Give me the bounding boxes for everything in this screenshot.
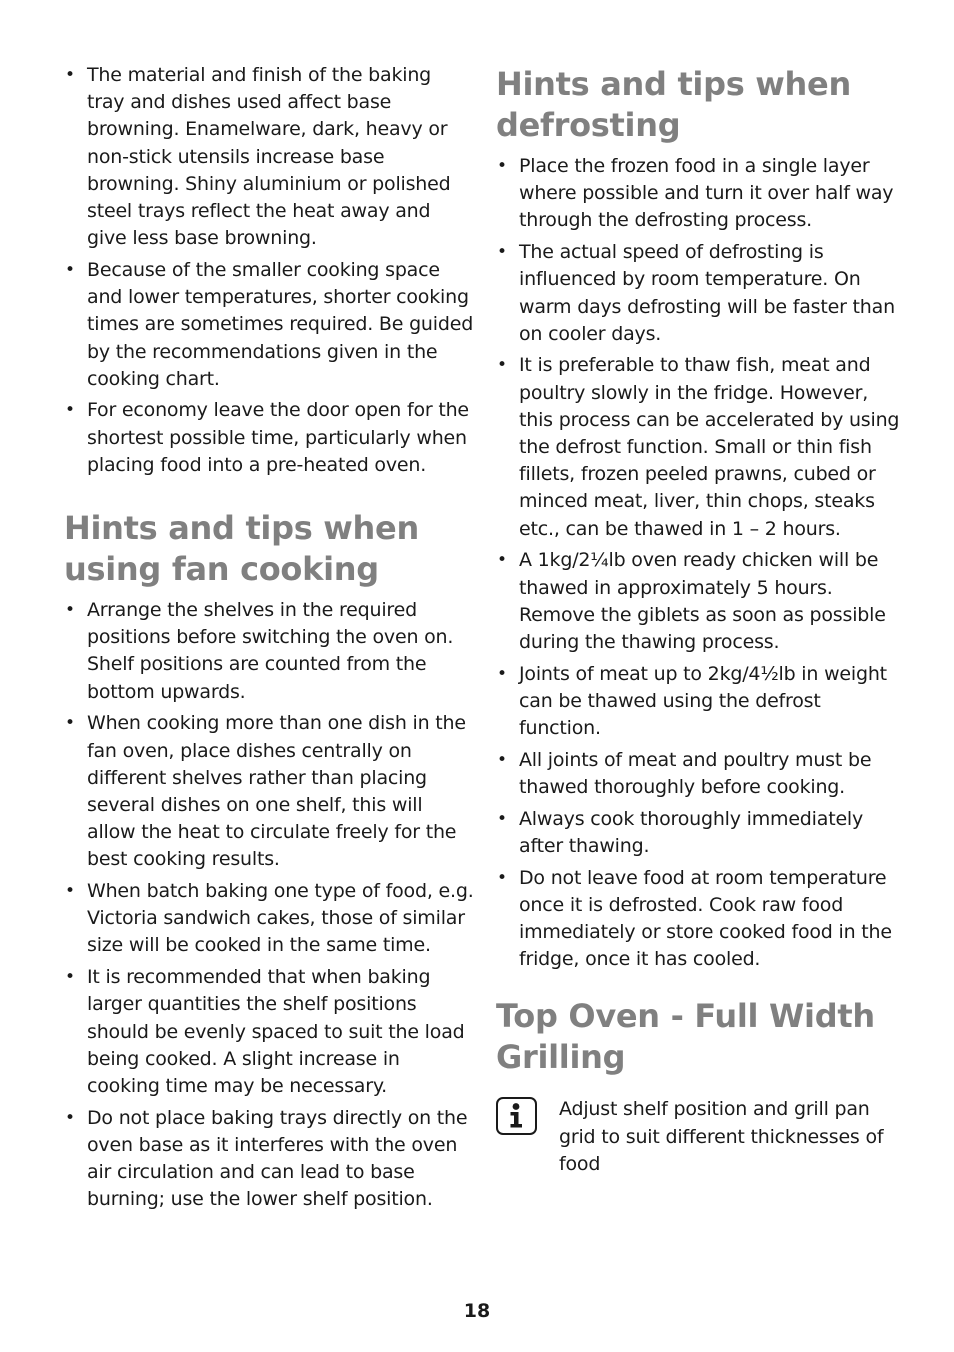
list-item: • When cooking more than one dish in the fan oven, place dishes centrally on different shelves rather than placing several dishes on one shelf, this will allow the heat to circulate freely for the best cooking results.: [64, 710, 474, 873]
right-column: [496, 62, 906, 1178]
list-item: • The actual speed of defrosting is influenced by room temperature. On warm days defrosting will be faster than on cooler days.: [496, 239, 906, 348]
list-item: • For economy leave the door open for the shortest possible time, particularly when placing food into a pre-heated oven.: [64, 397, 474, 479]
intro-bullet-list: [64, 62, 474, 479]
list-item: • The material and finish of the baking tray and dishes used affect base browning. Enamelware, dark, heavy or non-stick utensils increase base browning. Shiny aluminium or polished steel trays reflect the heat away and give less base browning.: [64, 62, 474, 252]
left-column: [64, 62, 474, 1218]
list-item: • Do not leave food at room temperature once it is defrosted. Cook raw food immediately or store cooked food in the fridge, once it has cooled.: [496, 865, 906, 974]
defrosting-heading: Hints and tips when defrosting: [496, 65, 851, 144]
fan-cooking-bullet-list: [64, 597, 474, 1213]
fan-cooking-heading: Hints and tips when using fan cooking: [64, 509, 419, 589]
info-text: Adjust shelf position and grill pan grid to suit different thicknesses of food: [559, 1098, 884, 1175]
list-item: • Joints of meat up to 2kg/4½lb in weight can be thawed using the defrost function.: [496, 661, 906, 743]
list-item: • All joints of meat and poultry must be thawed thoroughly before cooking.: [496, 747, 906, 801]
list-item: • It is preferable to thaw fish, meat and poultry slowly in the fridge. However, this process can be accelerated by using the defrost function. Small or thin fish fillets, frozen peeled prawns, cubed or minced meat, liver, thin chops, steaks etc., can be thawed in 1 – 2 hours.: [496, 352, 906, 542]
info-icon: [496, 1097, 537, 1135]
defrosting-bullet-list: [496, 153, 906, 973]
list-item: • Place the frozen food in a single layer where possible and turn it over half way through the defrosting process.: [496, 153, 906, 235]
list-item: • Always cook thoroughly immediately after thawing.: [496, 806, 906, 860]
page-number: 18: [463, 1300, 491, 1322]
grilling-heading: Top Oven - Full Width Grilling: [496, 997, 875, 1077]
list-item: • Because of the smaller cooking space and lower temperatures, shorter cooking times are sometimes required. Be guided by the recommendations given in the cooking chart.: [64, 257, 474, 393]
list-item: • Arrange the shelves in the required positions before switching the oven on. Shelf positions are counted from the bottom upwards.: [64, 597, 474, 706]
list-item: • A 1kg/2¼lb oven ready chicken will be thawed in approximately 5 hours. Remove the giblets as soon as possible during the thawing process.: [496, 547, 906, 656]
list-item: • It is recommended that when baking larger quantities the shelf positions should be evenly spaced to suit the load being cooked. A slight increase in cooking time may be necessary.: [64, 964, 474, 1100]
list-item: • Do not place baking trays directly on the oven base as it interferes with the oven air circulation and can lead to base burning; use the lower shelf position.: [64, 1105, 474, 1214]
list-item: • When batch baking one type of food, e.g. Victoria sandwich cakes, those of similar size will be cooked in the same time.: [64, 878, 474, 960]
info-note: [496, 1096, 906, 1178]
